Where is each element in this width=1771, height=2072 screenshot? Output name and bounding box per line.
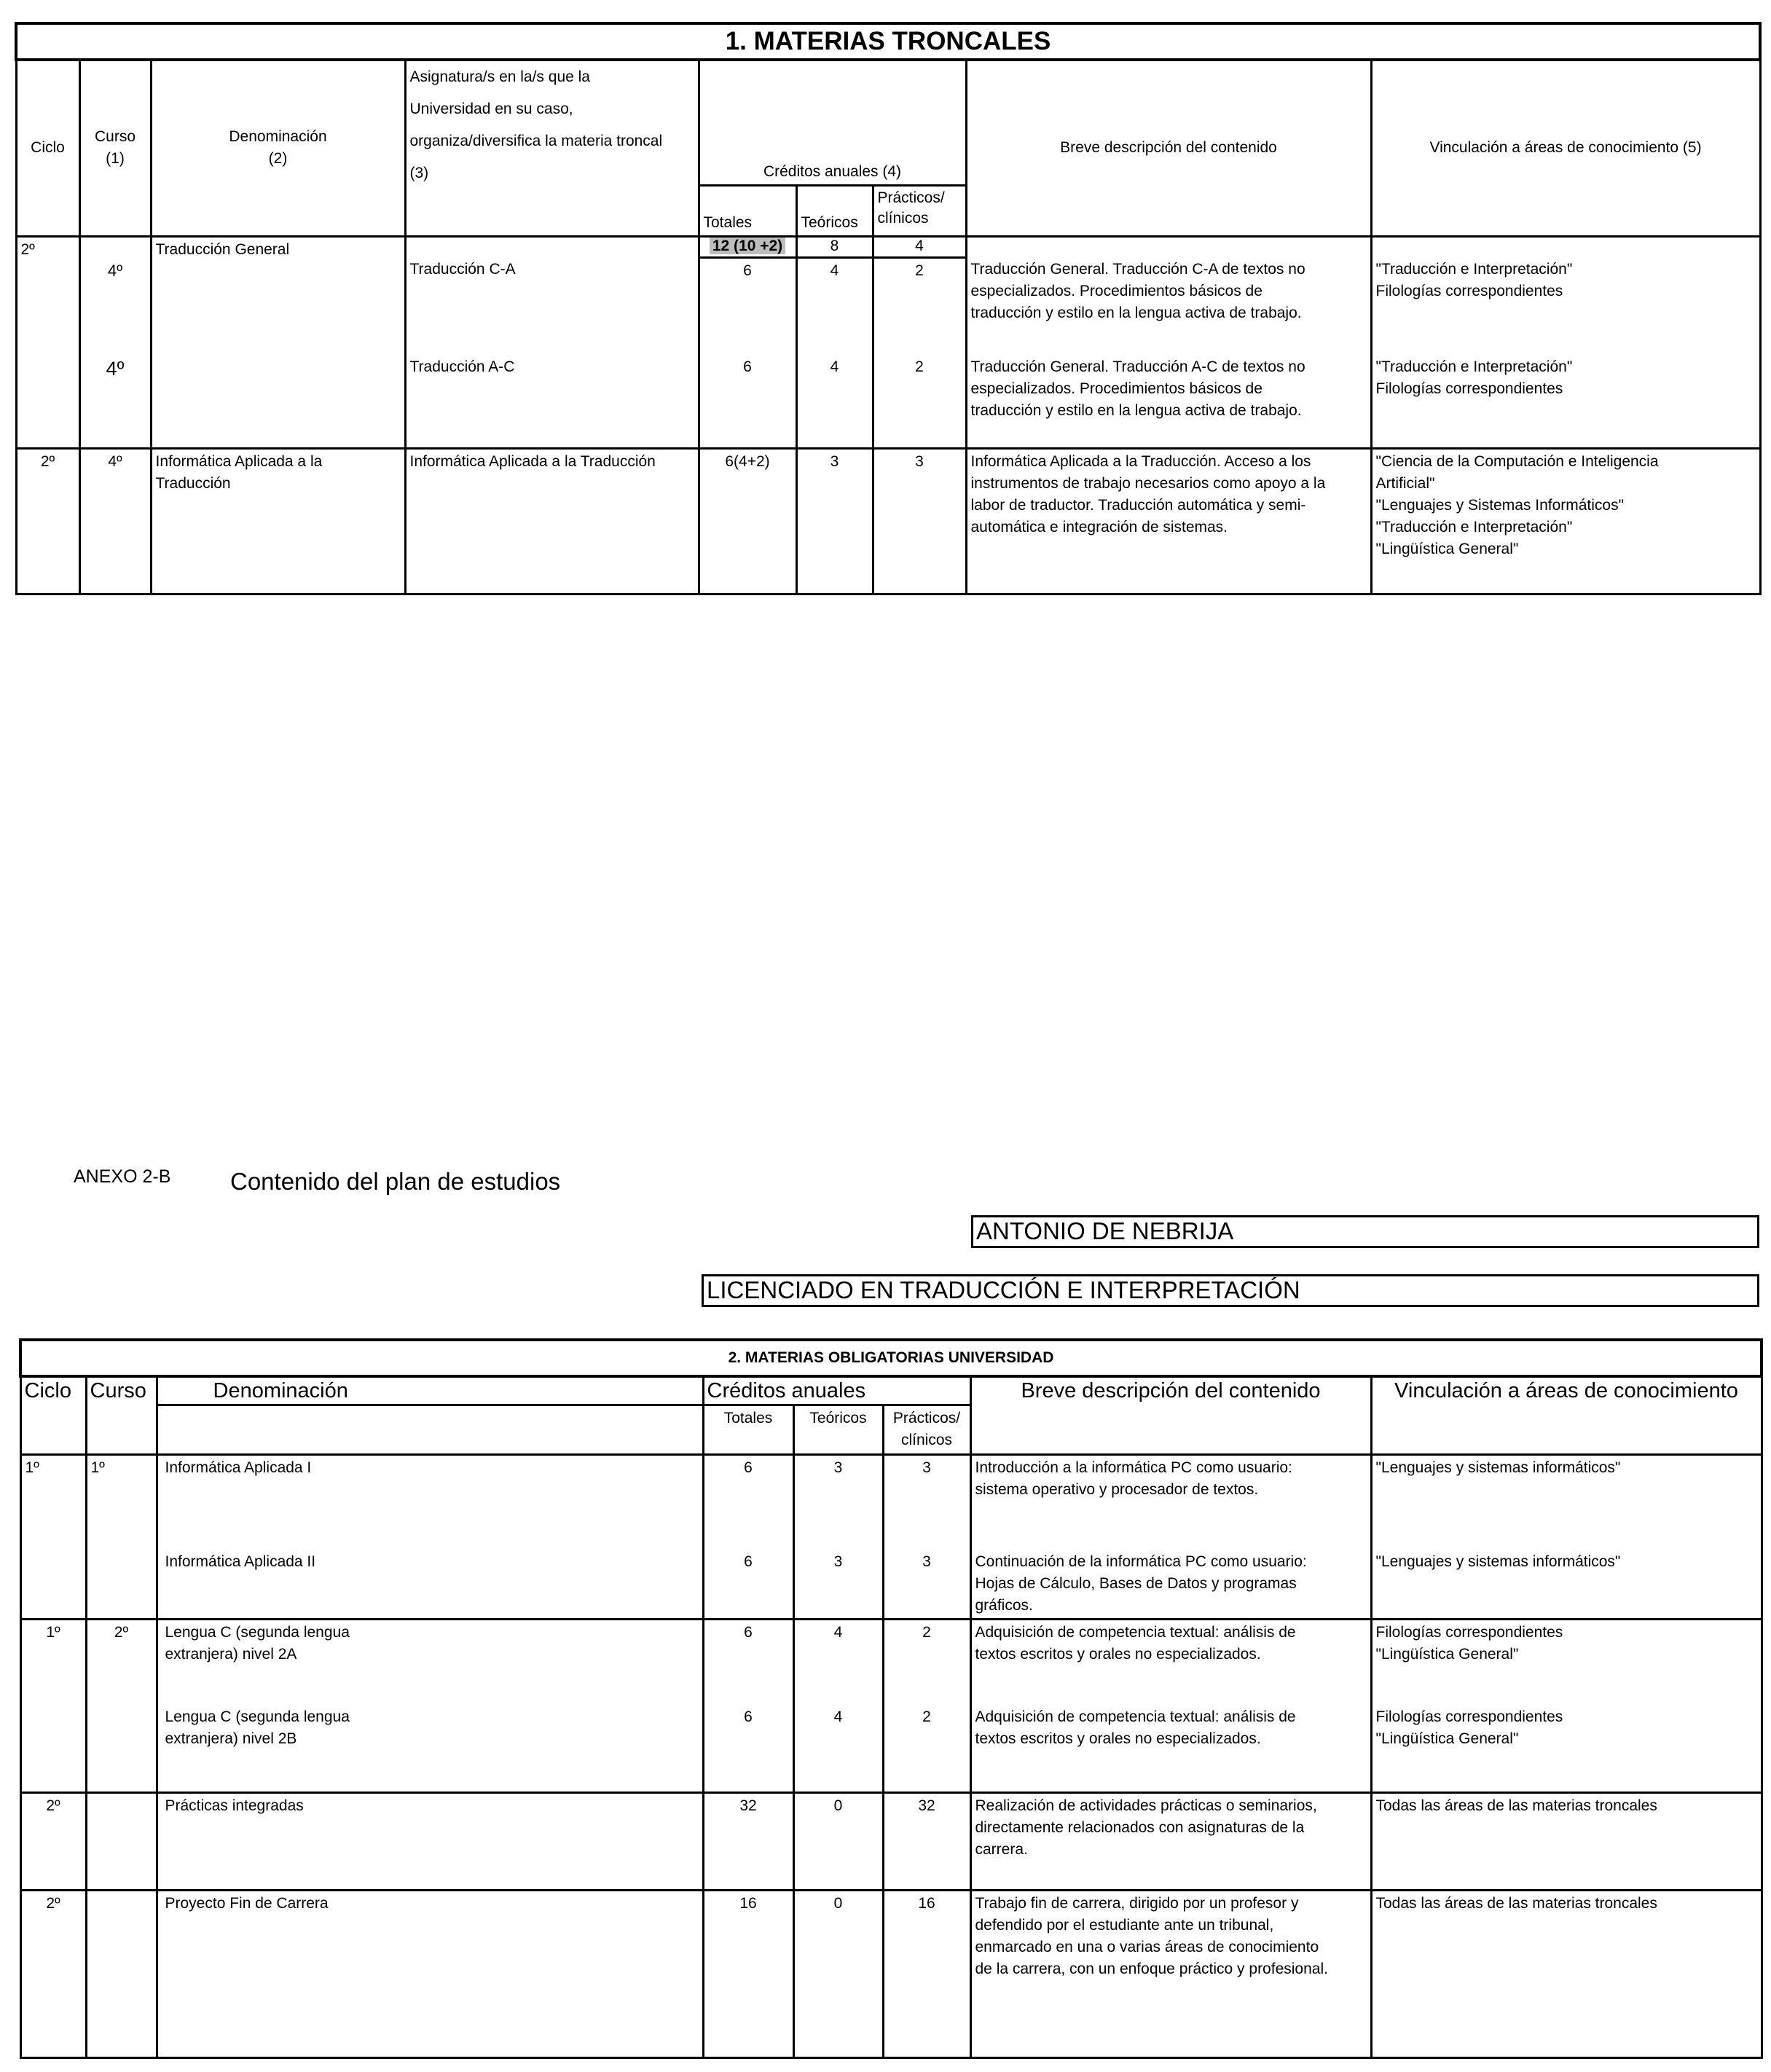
- vinculacion-cell: "Traducción e Interpretación" Filologías correspondientes: [1371, 257, 1760, 355]
- vinculacion-cell: Todas las áreas de las materias troncales: [1371, 1792, 1762, 1890]
- hdr-denominacion: Denominación: [157, 1376, 703, 1405]
- table-row: [16, 236, 1760, 257]
- practicos-cell: 3: [873, 448, 966, 594]
- table-row: [20, 1550, 1762, 1620]
- practicos-cell: 2: [873, 257, 966, 355]
- descripcion-cell: Introducción a la informática PC como usuario: sistema operativo y procesador de textos.: [970, 1455, 1371, 1550]
- ciclo-cell: 1º: [20, 1455, 86, 1620]
- descripcion-cell: Trabajo fin de carrera, dirigido por un profesor y defendido por el estudiante ante un tribunal, enmarcado en una o varias áreas de conocimiento de la carrera, con un enfoque práctico y profesional.: [970, 1890, 1371, 2057]
- hdr-ciclo: Ciclo: [20, 1376, 86, 1455]
- curso-cell: 4º: [79, 257, 151, 355]
- ciclo-cell: 2º: [16, 236, 79, 448]
- denominacion-cell: Proyecto Fin de Carrera: [157, 1890, 703, 2057]
- practicos-cell: 2: [873, 355, 966, 448]
- teoricos-cell: 4: [796, 257, 873, 355]
- hdr-descripcion: Breve descripción del contenido: [966, 60, 1371, 236]
- practicos-cell: 3: [883, 1550, 970, 1620]
- hdr-vinculacion: Vinculación a áreas de conocimiento: [1371, 1376, 1762, 1455]
- hdr-teoricos: Teóricos: [793, 1405, 883, 1455]
- totales-cell: 6: [703, 1705, 793, 1792]
- table-row: [20, 1792, 1762, 1890]
- totales-cell: 16: [703, 1890, 793, 2057]
- denominacion-cell: Informática Aplicada I: [157, 1455, 703, 1550]
- denominacion-cell: Informática Aplicada II: [157, 1550, 703, 1620]
- vinculacion-cell: Filologías correspondientes "Lingüística General": [1371, 1705, 1762, 1792]
- hdr-practicos: Prácticos/ clínicos: [873, 185, 966, 236]
- ciclo-cell: 2º: [20, 1890, 86, 2057]
- universidad-box: ANTONIO DE NEBRIJA: [971, 1215, 1759, 1248]
- titulacion-box: LICENCIADO EN TRADUCCIÓN E INTERPRETACIÓN: [702, 1274, 1759, 1307]
- hdr-vinculacion: Vinculación a áreas de conocimiento (5): [1371, 60, 1760, 236]
- descripcion-cell: Informática Aplicada a la Traducción. Acceso a los instrumentos de trabajo necesarios como apoyo a la labor de traductor. Traducción automática y semi- automática e integración de sistemas.: [966, 448, 1371, 594]
- totales-cell: 6: [703, 1550, 793, 1620]
- totales-cell: [699, 236, 796, 257]
- hdr-curso: Curso: [86, 1376, 157, 1455]
- teoricos-cell: 3: [793, 1455, 883, 1550]
- troncales-table: [15, 22, 1762, 595]
- practicos-cell: 2: [883, 1619, 970, 1705]
- curso-cell: [86, 1890, 157, 2057]
- ciclo-cell: 2º: [16, 448, 79, 594]
- hdr-practicos: Prácticos/ clínicos: [883, 1405, 970, 1455]
- obligatorias-title: 2. MATERIAS OBLIGATORIAS UNIVERSIDAD: [20, 1340, 1762, 1376]
- practicos-cell: 3: [883, 1455, 970, 1550]
- practicos-cell: 16: [883, 1890, 970, 2057]
- table-row: [20, 1705, 1762, 1792]
- descripcion-cell: Continuación de la informática PC como usuario: Hojas de Cálculo, Bases de Datos y programas gráficos.: [970, 1550, 1371, 1620]
- totales-cell: 6: [703, 1455, 793, 1550]
- descripcion-cell: Traducción General. Traducción C-A de textos no especializados. Procedimientos básicos de traducción y estilo en la lengua activa de trabajo.: [966, 257, 1371, 355]
- teoricos-cell: 4: [793, 1705, 883, 1792]
- teoricos-cell: 4: [796, 355, 873, 448]
- teoricos-cell: 0: [793, 1792, 883, 1890]
- curso-cell: 1º: [86, 1455, 157, 1620]
- highlighted-total: 12 (10 +2): [710, 238, 785, 254]
- denominacion-cell: Lengua C (segunda lengua extranjera) nivel 2B: [157, 1705, 703, 1792]
- table-row: [20, 1455, 1762, 1550]
- vinculacion-cell: "Ciencia de la Computación e Inteligencia Artificial" "Lenguajes y Sistemas Informáticos" "Traducción e Interpretación" "Lingüística General": [1371, 448, 1760, 594]
- teoricos-cell: 3: [796, 448, 873, 594]
- totales-cell: 6: [699, 257, 796, 355]
- denominacion-cell: Prácticas integradas: [157, 1792, 703, 1890]
- hdr-descripcion: Breve descripción del contenido: [970, 1376, 1371, 1455]
- troncales-title: 1. MATERIAS TRONCALES: [16, 23, 1760, 60]
- hdr-teoricos: Teóricos: [796, 185, 873, 236]
- vinculacion-cell: "Lenguajes y sistemas informáticos": [1371, 1455, 1762, 1550]
- teoricos-cell: 3: [793, 1550, 883, 1620]
- practicos-cell: 32: [883, 1792, 970, 1890]
- table-row: [20, 1890, 1762, 2057]
- hdr-totales: Totales: [699, 185, 796, 236]
- asignatura-cell: Informática Aplicada a la Traducción: [405, 448, 699, 594]
- practicos-cell: 4: [873, 236, 966, 257]
- descripcion-cell: Traducción General. Traducción A-C de textos no especializados. Procedimientos básicos de traducción y estilo en la lengua activa de trabajo.: [966, 355, 1371, 448]
- anexo-title: Contenido del plan de estudios: [230, 1168, 561, 1195]
- hdr-curso: Curso (1): [79, 60, 151, 236]
- teoricos-cell: 0: [793, 1890, 883, 2057]
- totales-cell: 6(4+2): [699, 448, 796, 594]
- curso-cell: 4º: [79, 448, 151, 594]
- ciclo-cell: 2º: [20, 1792, 86, 1890]
- totales-cell: 32: [703, 1792, 793, 1890]
- obligatorias-table: [19, 1338, 1763, 2059]
- curso-cell: 2º: [86, 1619, 157, 1792]
- totales-cell: 6: [703, 1619, 793, 1705]
- hdr-asignatura: Asignatura/s en la/s que la Universidad en su caso, organiza/diversifica la materia troncal (3): [405, 60, 699, 236]
- teoricos-cell: 4: [793, 1619, 883, 1705]
- hdr-creditos: Créditos anuales: [703, 1376, 970, 1405]
- descripcion-cell: Realización de actividades prácticas o seminarios, directamente relacionados con asignaturas de la carrera.: [970, 1792, 1371, 1890]
- curso-cell: 4º: [79, 355, 151, 448]
- teoricos-cell: 8: [796, 236, 873, 257]
- practicos-cell: 2: [883, 1705, 970, 1792]
- ciclo-cell: 1º: [20, 1619, 86, 1792]
- vinculacion-cell: "Lenguajes y sistemas informáticos": [1371, 1550, 1762, 1620]
- anexo-label: ANEXO 2-B: [74, 1166, 171, 1187]
- asignatura-cell: Traducción C-A: [405, 257, 699, 355]
- curso-cell: [86, 1792, 157, 1890]
- table-row: [16, 448, 1760, 594]
- denominacion-cell: Traducción General: [151, 236, 405, 448]
- descripcion-cell: Adquisición de competencia textual: análisis de textos escritos y orales no especializados.: [970, 1705, 1371, 1792]
- vinculacion-cell: Todas las áreas de las materias troncales: [1371, 1890, 1762, 2057]
- hdr-creditos: Créditos anuales (4): [699, 60, 966, 185]
- descripcion-cell: Adquisición de competencia textual: análisis de textos escritos y orales no especializados.: [970, 1619, 1371, 1705]
- hdr-denominacion: Denominación (2): [151, 60, 405, 236]
- denominacion-cell: Informática Aplicada a la Traducción: [151, 448, 405, 594]
- denominacion-cell: Lengua C (segunda lengua extranjera) nivel 2A: [157, 1619, 703, 1705]
- totales-cell: 6: [699, 355, 796, 448]
- asignatura-cell: Traducción A-C: [405, 355, 699, 448]
- table-row: [20, 1619, 1762, 1705]
- hdr-totales: Totales: [703, 1405, 793, 1455]
- vinculacion-cell: Filologías correspondientes "Lingüística General": [1371, 1619, 1762, 1705]
- vinculacion-cell: "Traducción e Interpretación" Filologías correspondientes: [1371, 355, 1760, 448]
- hdr-ciclo: Ciclo: [16, 60, 79, 236]
